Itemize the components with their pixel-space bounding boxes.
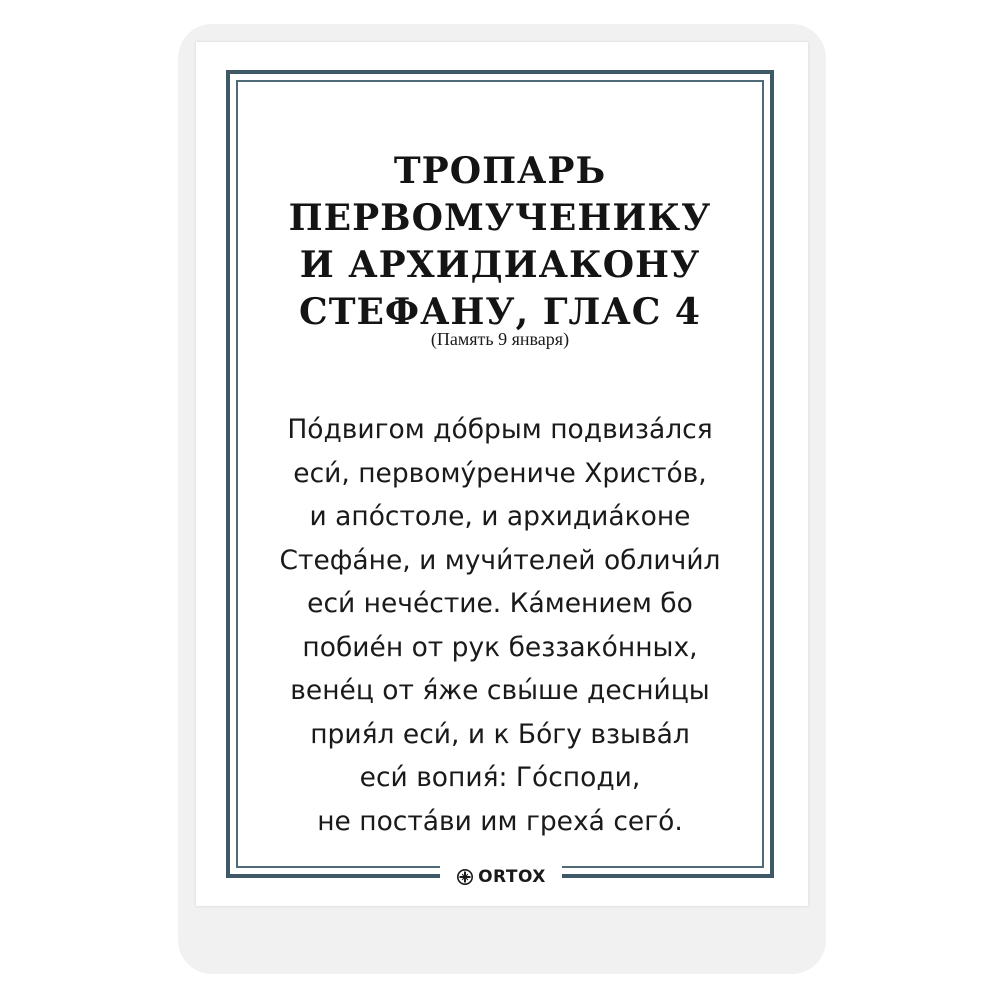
prayer-text xyxy=(236,408,764,843)
prayer-line: Стефа́не, и мучи́телей обличи́л xyxy=(279,544,721,576)
commemoration-date: (Память 9 января) xyxy=(430,329,570,349)
prayer-line: еси́, первому́рениче Христо́в, xyxy=(293,457,707,489)
title-line: ПЕРВОМУЧЕНИКУ xyxy=(288,197,712,239)
title-line: ТРОПАРЬ xyxy=(393,150,607,192)
ortox-cross-icon xyxy=(456,868,474,886)
title-line: СТЕФАНУ, ГЛАС 4 xyxy=(299,291,701,333)
brand-name: ORTOX xyxy=(478,867,546,887)
prayer-line: побие́н от рук беззако́нных, xyxy=(302,631,698,663)
prayer-line: вене́ц от я́же свы́ше десни́цы xyxy=(290,675,710,706)
prayer-line: По́двигом до́брым подвиза́лся xyxy=(287,414,713,445)
prayer-line: прия́л еси́, и к Бо́гу взыва́л xyxy=(310,718,690,750)
prayer-line: не поста́ви им греха́ сего́. xyxy=(317,805,683,837)
prayer-title xyxy=(236,148,764,336)
title-line: И АРХИДИАКОНУ xyxy=(299,244,701,286)
prayer-line: еси́ вопия́: Го́споди, xyxy=(359,762,641,793)
prayer-line: еси́ нече́стие. Ка́мением бо xyxy=(307,588,693,619)
brand-logo xyxy=(440,866,562,888)
prayer-line: и апо́столе, и архидиа́коне xyxy=(309,501,691,532)
